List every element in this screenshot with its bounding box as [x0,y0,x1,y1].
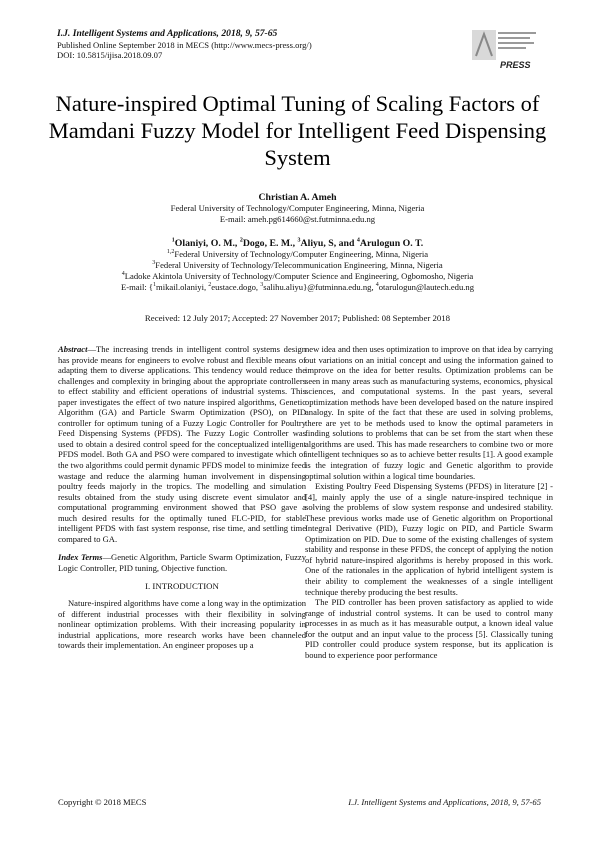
doi-line: DOI: 10.5815/ijisa.2018.09.07 [57,50,163,61]
right-column [305,344,553,660]
abstract-label: Abstract [58,344,88,354]
journal-line [57,28,437,40]
logo-text: PRESS [500,60,531,70]
published-line: Published Online September 2018 in MECS (http://www.mecs-press.org/) [57,40,312,50]
footer-copyright: Copyright © 2018 MECS [58,797,147,807]
left-column [58,344,306,651]
footer-journal: I.J. Intelligent Systems and Applications, 2018, 9, 57-65 [348,797,541,807]
index-terms-text: —Genetic Algorithm, Particle Swarm Optimization, Fuzzy Logic Controller, PID tuning, Objective function. [58,552,306,573]
body-paragraph-3: The PID controller has been proven satisfactory as applied to wide range of industrial control systems. It can be used to control many processes in as much as it has measurable output, a known ideal value for the output and an input value to the process [5]. Classically tuning PID controller could produce system response, but its application is bound to experience poor performance [305,597,553,660]
abstract-text: —The increasing trends in intelligent control systems design has provide means for engineers to evolve robust and flexible means of adapting them to diverse applications. This tendency would reduce the challenges and complexity in bringing about the appropriate controllers to effect stability and efficient operations of industrial systems. This paper investigates the effect of two nature inspired algorithms, Genetic Algorithm (GA) and Particle Swarm Optimization (PSO), on PID controller for optimum tuning of a Fuzzy Logic Controller for Poultry Feed Dispensing Systems (PFDS). The Fuzzy Logic Controller was used to obtain a desired control speed for the conceptualized intelligent PFDS model. Both GA and PSO were compared to investigate which of the two algorithms could permit dynamic PFDS model to minimize feed wastage and reduce the alarming human involvement in dispensing poultry feeds majorly in the tropics. The modelling and simulation results obtained from the study using discrete event simulator and computational programming environment showed that PSO gave a much desired results for the optimally tuned FLC-PID, for stable intelligent PFDS with fast system response, rise time, and settling time compared to GA. [58,344,306,544]
page-header [57,28,437,60]
body-paragraph-2: Existing Poultry Feed Dispensing Systems (PFDS) in literature [2] - [4], mainly apply the use of a single nature-inspired technique in solving the problems of slow system response and undesired stability. These previous works made use of Genetic algorithm on Proportional Integral Derivative (PID), Fuzzy logic on PID, and Particle Swarm Optimization on PID. Due to some of the existing challenges of system stability and response in these PFDS, the concept of applying the notion of hybrid nature-inspired algorithms is hereby proposed in this work. One of the rationales in the application of hybrid intelligent system is their ability to complement the weaknesses of a single intelligent technique thereby producing the best results. [305,481,553,597]
volume-info: 2018, 9, 57-65 [218,28,278,39]
mecs-press-logo [470,26,542,74]
index-terms-label: Index Terms [58,552,103,563]
received-dates: Received: 12 July 2017; Accepted: 27 November 2017; Published: 08 September 2018 [144,313,451,323]
affiliation-2: $^3$Federal University of Technology/Telecommunication Engineering, Minna, Nigeria [152,260,443,270]
author-affiliation: Federal University of Technology/Computer Engineering, Minna, Nigeria [170,203,425,213]
section-heading-introduction: I. INTRODUCTION [145,581,219,592]
intro-paragraph: Nature-inspired algorithms have come a long way in the optimization of different industrial processes with their flexibility in solving nonlinear optimization problems. With their increasing popularity in industrial applications, more research works have been channeled towards their implementation. An engineer proposes up a [58,598,306,651]
author-emails: E-mail: {$^1$mikail.olaniyi, $^2$eustace.dogo, $^3$salihu.aliyu}@futminna.edu.ng, $^4$otarulogun@lautech.edu.ng [120,282,475,292]
abstract [58,344,306,544]
author-email: E-mail: ameh.pg614660@st.futminna.edu.ng [219,214,376,224]
affiliation-3: $^4$Ladoke Akintola University of Technology/Computer Science and Engineering, Ogbomosho, Nigeria [121,271,474,281]
body-paragraph-1: new idea and then uses optimization to improve on that idea by carrying out variations on an initial concept and using the information gained to improve on the idea for better results. Optimization problems can be seen in many areas such as manufacturing systems, economics, physical sciences, and computational systems. In the past years, several optimization methods have been developed based on the nature inspired analogy. In spite of the fact that these are used in solving problems, there are yet to be methods used to know the optimal parameters in finding solutions to problems that can be set from the start when these algorithms are used. This has made researchers to combine two or more intelligent techniques so as to achieve better results [1]. A good example is the integration of fuzzy logic and Genetic algorithm to provide optimal solution within a logical time boundaries. [305,344,553,481]
author-name: Christian A. Ameh [258,192,337,203]
journal-name: I.J. Intelligent Systems and Applications, [57,28,219,39]
author-block-2 [40,238,555,293]
author-names: $^1$Olaniyi, O. M., $^2$Dogo, E. M., $^3$Aliyu, S, and $^4$Arulogun O. T. [171,237,424,249]
paper-title: Nature-inspired Optimal Tuning of Scaling Factors of Mamdani Fuzzy Model for Intelligent Feed Dispensing System [48,91,547,170]
index-terms [58,552,306,573]
author-block-1 [40,192,555,225]
affiliation-1: $^{1,2}$Federal University of Technology/Computer Engineering, Minna, Nigeria [166,249,429,259]
